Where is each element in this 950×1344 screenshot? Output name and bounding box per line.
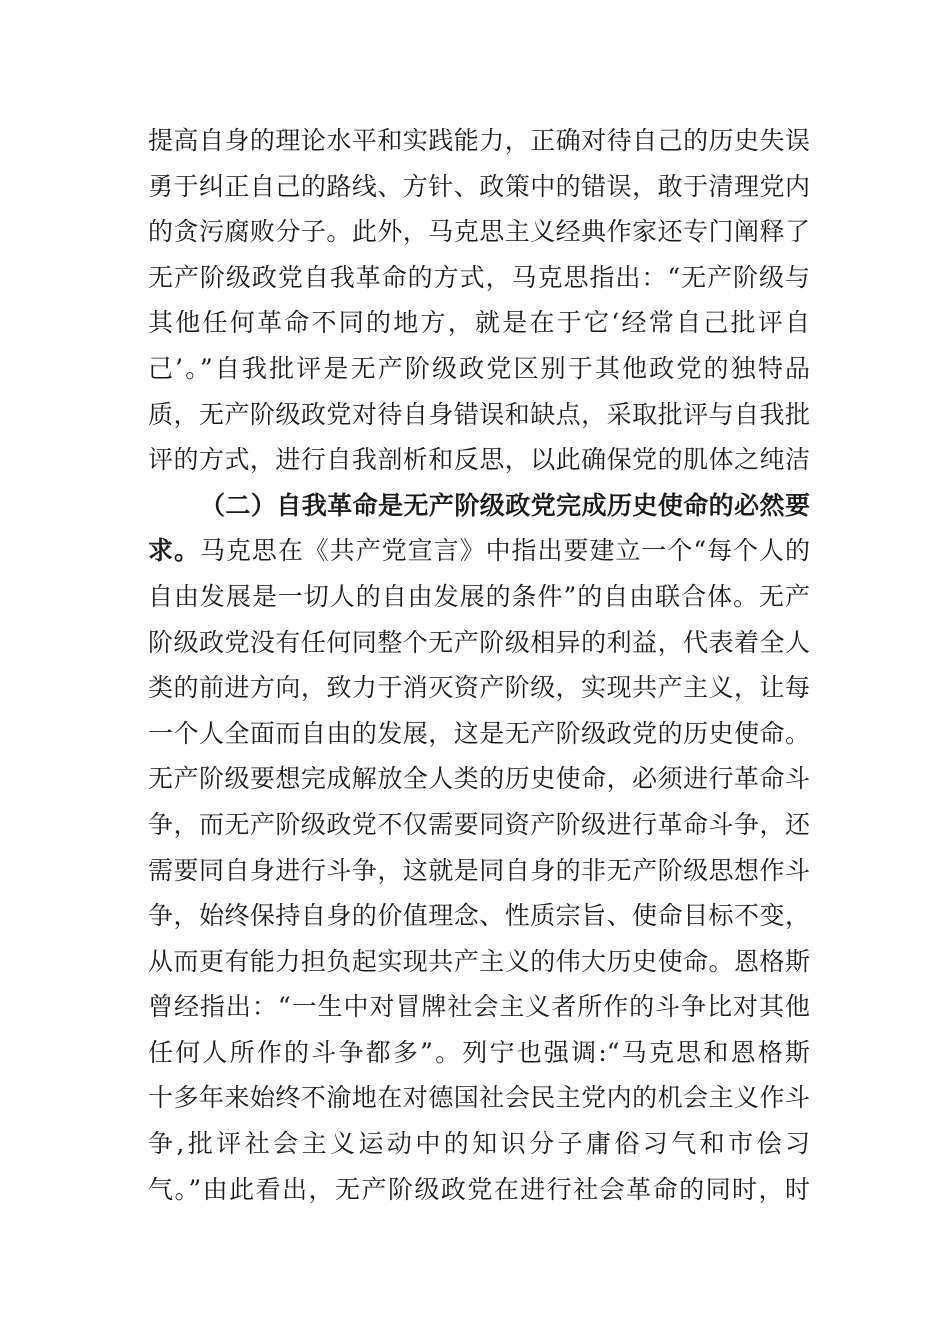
- text-line: 评的方式，进行自我剖析和反思，以此确保党的肌体之纯洁: [148, 445, 810, 475]
- text-line: 争，始终保持自身的价值理念、性质宗旨、使命目标不变，: [148, 901, 810, 931]
- text-line: 质，无产阶级政党对待自身错误和缺点，采取批评与自我批: [148, 399, 810, 429]
- body-text: [148, 118, 810, 1212]
- text-line: 自由发展是一切人的自由发展的条件”的自由联合体。无产: [148, 581, 810, 611]
- text-line: 从而更有能力担负起实现共产主义的伟大历史使命。恩格斯: [148, 946, 810, 976]
- text-line: 提高自身的理论水平和实践能力，正确对待自己的历史失误: [148, 126, 810, 155]
- text-line: 勇于纠正自己的路线、方针、政策中的错误，敢于清理党内: [148, 171, 810, 201]
- text-line: 一个人全面而自由的发展，这是无产阶级政党的历史使命。: [148, 718, 810, 748]
- text-line: 其他任何革命不同的地方，就是在于它‘经常自己批评自: [148, 308, 810, 338]
- text-line: 气。”由此看出，无产阶级政党在进行社会革命的同时，时: [148, 1174, 810, 1204]
- section-heading-end: 求。: [148, 536, 200, 566]
- text-line: 类的前进方向，致力于消灭资产阶级，实现共产主义，让每: [148, 673, 810, 703]
- section-heading-line: （二）自我革命是无产阶级政党完成历史使命的必然要: [200, 490, 810, 520]
- text-line-continuation: 马克思在《共产党宣言》中指出要建立一个“每个人的: [199, 536, 810, 566]
- text-line: 无产阶级政党自我革命的方式，马克思指出：“无产阶级与: [148, 262, 810, 292]
- text-line: 需要同自身进行斗争，这就是同自身的非无产阶级思想作斗: [148, 855, 810, 885]
- text-line: 争，而无产阶级政党不仅需要同资产阶级进行革命斗争，还: [148, 809, 810, 839]
- text-line: 己’。”自我批评是无产阶级政党区别于其他政党的独特品: [148, 353, 810, 383]
- text-line: 阶级政党没有任何同整个无产阶级相异的利益，代表着全人: [148, 627, 810, 657]
- text-line-mixed: [148, 528, 810, 574]
- text-line: 十多年来始终不渝地在对德国社会民主党内的机会主义作斗: [148, 1083, 810, 1113]
- text-line: 无产阶级要想完成解放全人类的历史使命，必须进行革命斗: [148, 764, 810, 794]
- text-line: 曾经指出：“一生中对冒牌社会主义者所作的斗争比对其他: [148, 992, 810, 1022]
- text-line: 的贪污腐败分子。此外，马克思主义经典作家还专门阐释了: [148, 217, 810, 247]
- text-line: 任何人所作的斗争都多”。列宁也强调:“马克思和恩格斯: [148, 1037, 810, 1067]
- text-line: 争,批评社会主义运动中的知识分子庸俗习气和市侩习: [148, 1129, 810, 1159]
